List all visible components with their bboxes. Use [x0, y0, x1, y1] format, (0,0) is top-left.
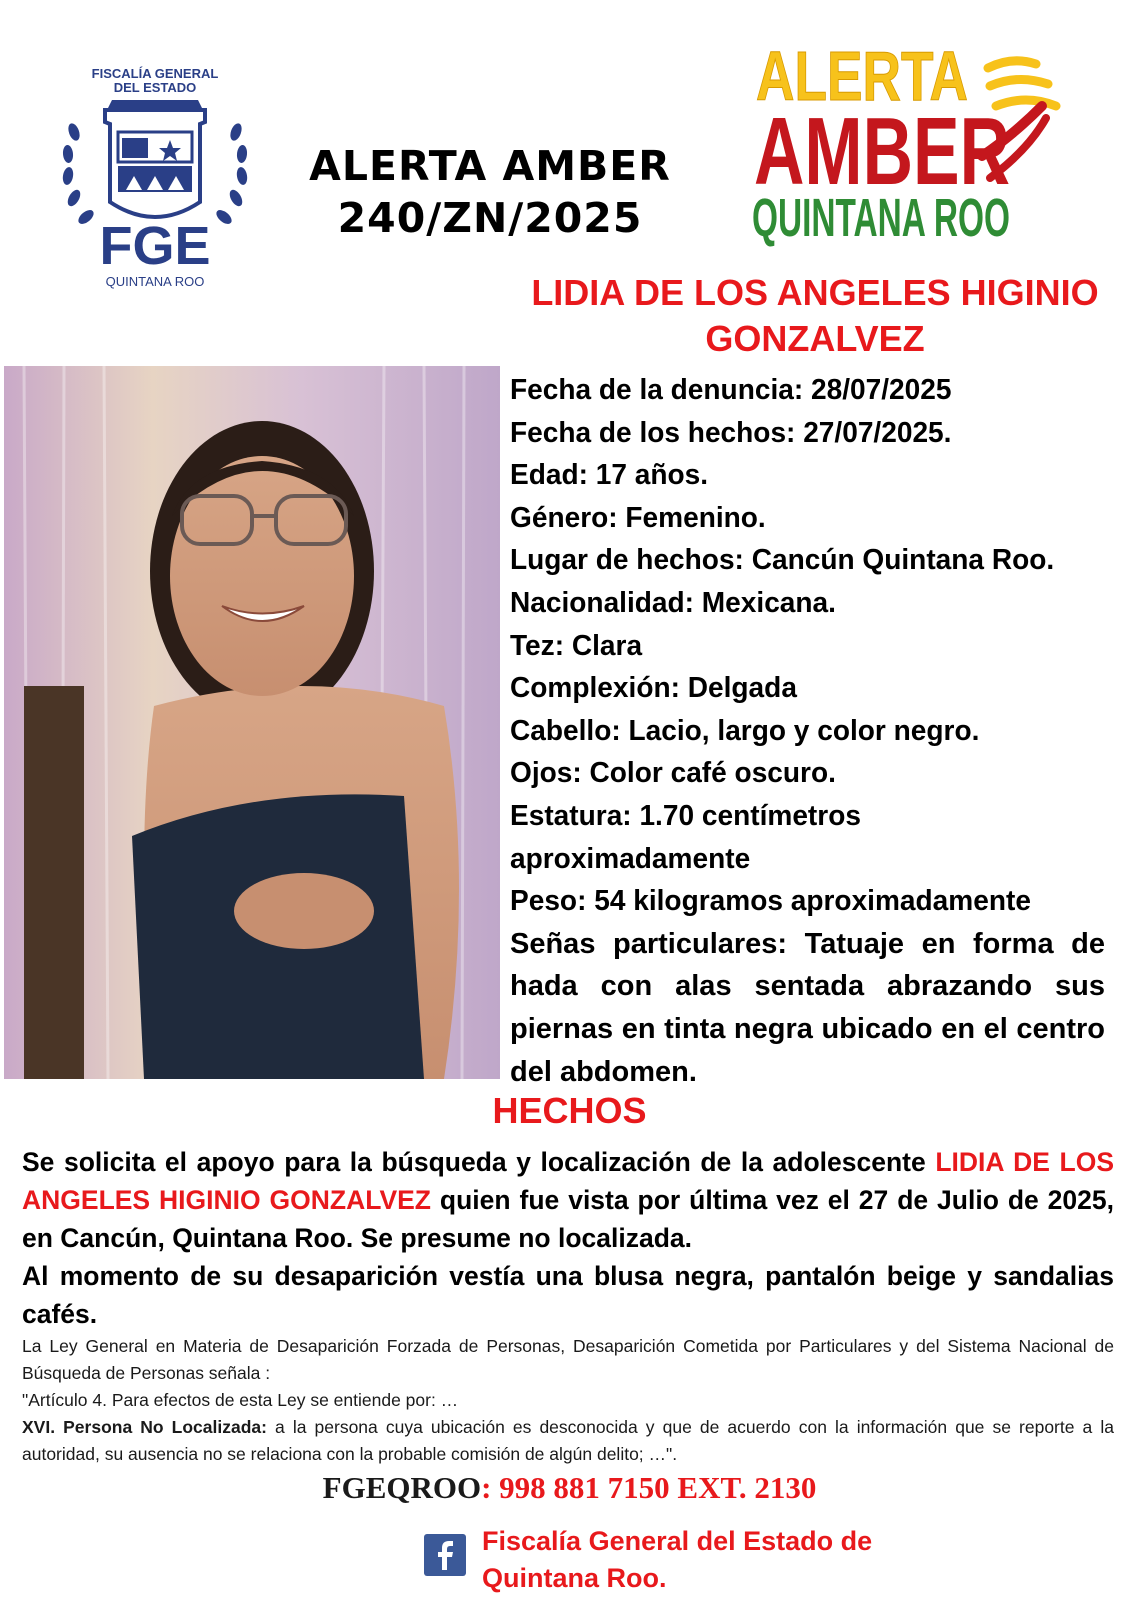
- detail-estatura-cont: aproximadamente: [510, 842, 751, 875]
- contact-phone[interactable]: : 998 881 7150 EXT. 2130: [481, 1470, 817, 1505]
- detail-genero: Género: Femenino.: [510, 501, 766, 534]
- law-text: [22, 1333, 1114, 1468]
- detail-senas: Señas particulares: Tatuaje en forma de hada con alas sentada abrazando sus piernas en tinta negra ubicado en el centro del abdomen.: [510, 927, 1105, 1088]
- detail-peso: Peso: 54 kilogramos aproximadamente: [510, 885, 1031, 918]
- law-paragraph-2: "Artículo 4. Para efectos de esta Ley se entiende por: …: [22, 1390, 459, 1410]
- shield-icon: [105, 100, 205, 217]
- detail-nacionalidad: Nacionalidad: Mexicana.: [510, 586, 836, 619]
- detail-estatura: Estatura: 1.70 centímetros: [510, 799, 861, 832]
- hechos-body: [22, 1143, 1114, 1333]
- name-line1: LIDIA DE LOS ANGELES HIGINIO: [531, 272, 1099, 313]
- hechos-paragraph-1: [22, 1143, 1114, 1257]
- facebook-page-link[interactable]: [482, 1523, 872, 1597]
- fge-logo-bottom: QUINTANA ROO: [105, 274, 205, 289]
- fge-logo-acronym: FGE: [99, 216, 211, 276]
- hechos-title: HECHOS: [492, 1090, 647, 1131]
- facebook-line1: Fiscalía General del Estado de: [482, 1526, 873, 1556]
- amber-logo-line3: QUINTANA ROO: [752, 188, 1010, 248]
- person-details: [510, 369, 1130, 1093]
- hechos-p1-end: quien fue vista por última vez el 27 de Julio de 2025, en Cancún, Quintana Roo. Se presume no localizada.: [22, 1185, 1114, 1253]
- law-paragraph-1: La Ley General en Materia de Desaparición Forzada de Personas, Desaparición Cometida por Particulares y del Sistema Nacional de Búsqueda de Personas señala :: [22, 1336, 1114, 1383]
- fge-logo-top-line1: FISCALÍA GENERAL: [91, 66, 219, 81]
- law-paragraph-3: [22, 1414, 1114, 1468]
- detail-complexion: Complexión: Delgada: [510, 672, 797, 705]
- detail-lugar: Lugar de hechos: Cancún Quintana Roo.: [510, 544, 1055, 577]
- missing-person-photo: [4, 366, 500, 1079]
- detail-cabello: Cabello: Lacio, largo y color negro.: [510, 714, 980, 747]
- facebook-line2: Quintana Roo.: [482, 1563, 667, 1593]
- alert-header: [300, 140, 680, 244]
- alerta-amber-logo: [750, 38, 1080, 253]
- hechos-paragraph-2: Al momento de su desaparición vestía una blusa negra, pantalón beige y sandalias cafés.: [22, 1261, 1114, 1329]
- law-definition-text: a la persona cuya ubicación es desconocida y que de acuerdo con la información que se reporte a la autoridad, su ausencia no se relaciona con la probable comisión de algún delito; …".: [22, 1417, 1114, 1464]
- detail-denuncia: Fecha de la denuncia: 28/07/2025: [510, 374, 952, 406]
- amber-logo-line1: ALERTA: [756, 37, 968, 115]
- detail-edad: Edad: 17 años.: [510, 459, 709, 492]
- detail-ojos: Ojos: Color café oscuro.: [510, 757, 836, 790]
- missing-person-name: [520, 270, 1110, 362]
- fge-logo-top-line2: DEL ESTADO: [113, 80, 197, 95]
- facebook-icon[interactable]: [424, 1534, 466, 1576]
- detail-tez: Tez: Clara: [510, 629, 643, 662]
- alert-case-number: 240/ZN/2025: [337, 194, 643, 242]
- fge-logo: [60, 62, 250, 292]
- detail-fecha-hechos: Fecha de los hechos: 27/07/2025.: [510, 416, 952, 449]
- hechos-p1-name: LIDIA DE LOS ANGELES HIGINIO GONZALVEZ: [22, 1147, 1114, 1215]
- hechos-p1-start: Se solicita el apoyo para la búsqueda y localización de la adolescente: [22, 1147, 936, 1177]
- contact-label: FGEQROO: [322, 1470, 482, 1505]
- alert-title: ALERTA AMBER: [309, 142, 671, 190]
- amber-logo-line2: AMBER: [754, 98, 1010, 205]
- law-definition-term: XVI. Persona No Localizada:: [22, 1417, 267, 1437]
- contact-line: [0, 1470, 1139, 1506]
- name-line2: GONZALVEZ: [705, 318, 925, 359]
